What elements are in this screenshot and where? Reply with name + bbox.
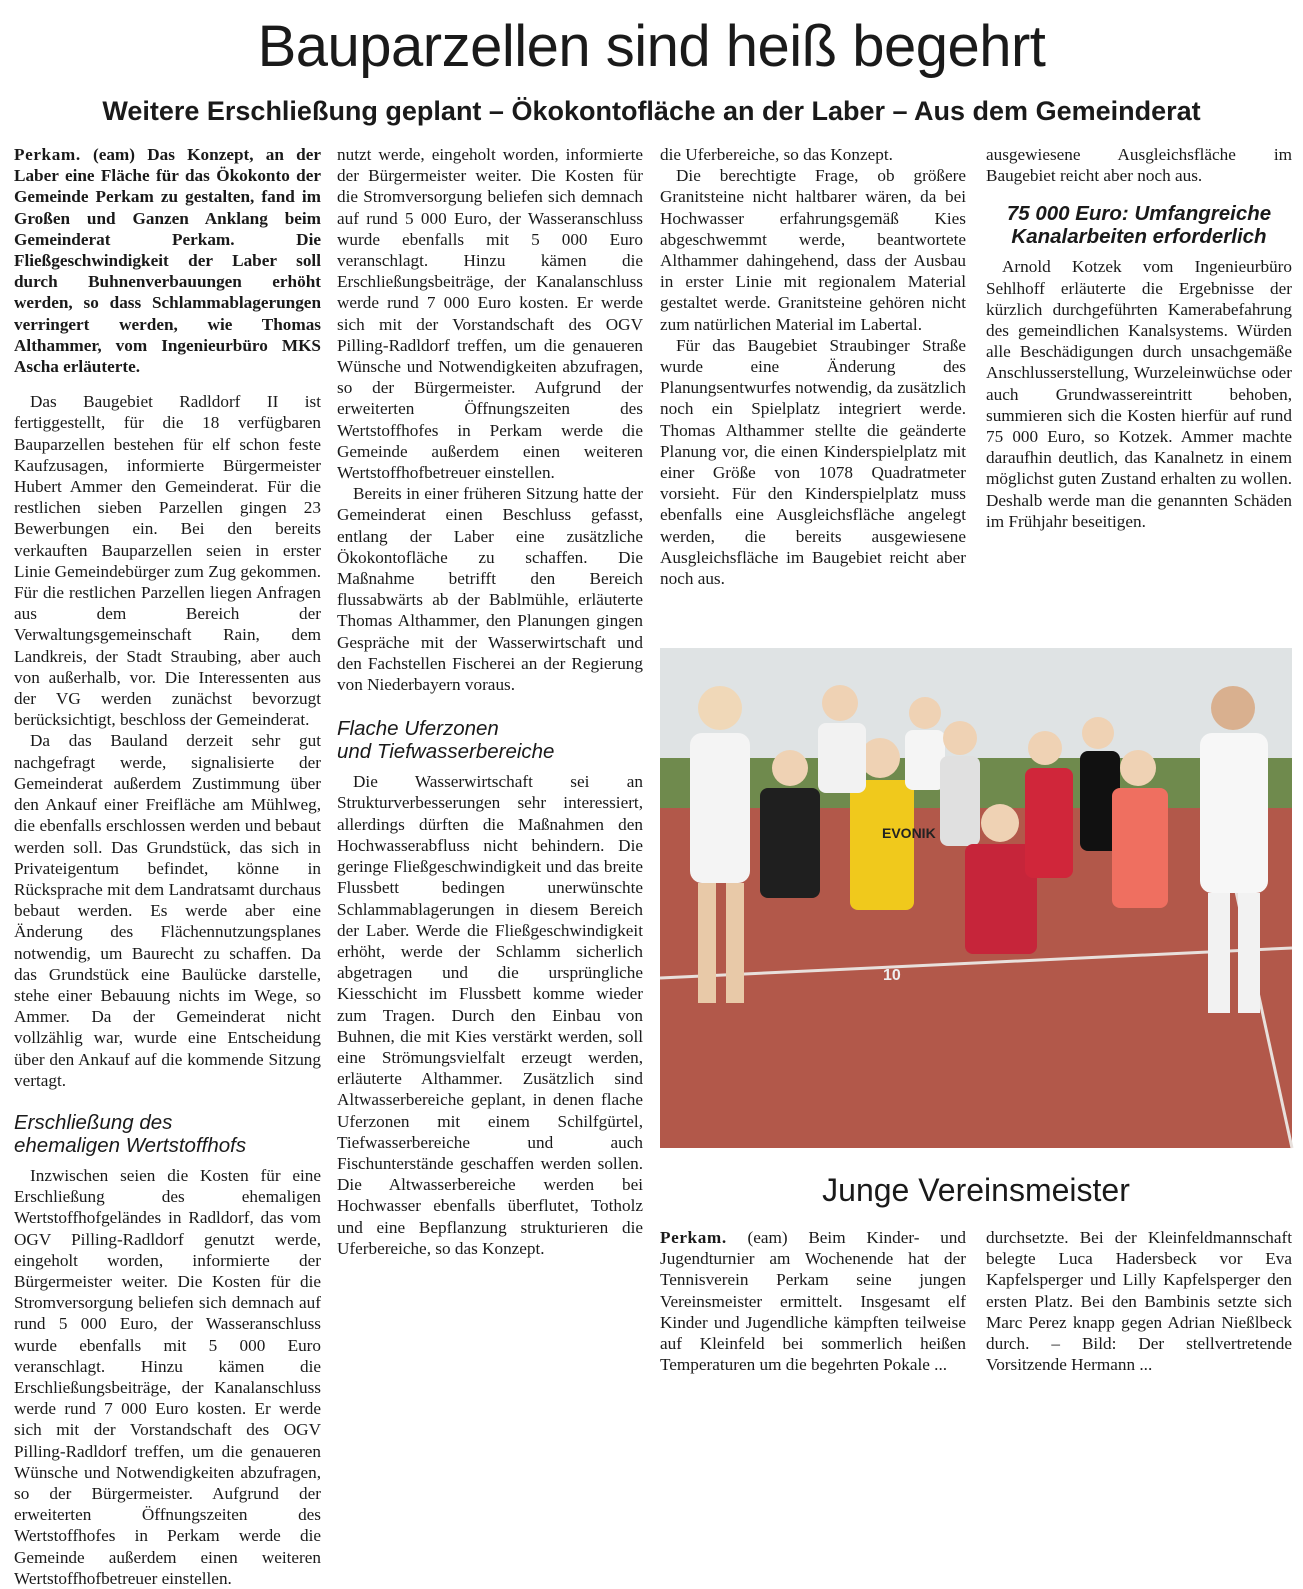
crosshead-3-line-1: 75 000 Euro: Umfangreiche	[1006, 202, 1272, 226]
article-lead	[14, 144, 321, 377]
crosshead-3-line-2: Kanalarbeiten erforderlich	[1011, 225, 1267, 249]
crosshead-2-line-2: und Tiefwasserbereiche	[337, 740, 555, 764]
team-photo	[660, 648, 1292, 1148]
crosshead-1	[14, 1111, 321, 1157]
caption-column-1	[660, 1227, 966, 1385]
jersey-text: EVONIK	[882, 825, 936, 841]
caption-dateline: Perkam.	[660, 1228, 727, 1247]
caption-text-1	[660, 1227, 966, 1375]
crosshead-1-line-2: ehemaligen Wertstoffhofs	[14, 1133, 247, 1157]
shorts-number: 10	[883, 967, 901, 984]
team-photo-illustration	[660, 648, 1292, 1148]
caption-column-2	[986, 1227, 1292, 1385]
article-column-4	[986, 144, 1292, 606]
lead-text: (eam) Das Konzept, an der Laber eine Fläche für das Ökokonto der Gemeinde Perkam zu gestalten, fand im Großen und Ganzen Anklang beim Gemeinderat Perkam. Die Fließgeschwindigkeit der Laber soll durch Buhnenverbauungen erhöht werden, so dass Schlammablagerungen verringert werden, wie Thomas Althammer, vom Ingenieurbüro MKS Ascha erläuterte.	[14, 145, 321, 377]
caption-title: Junge Vereinsmeister	[822, 1172, 1130, 1208]
paragraph-1: Das Baugebiet Radldorf II ist fertiggestellt, für die 18 verfügbaren Bauparzellen bestehen für elf schon feste Kaufzusagen, informierte Bürgermeister Hubert Ammer den Gemeinderat. Für die restlichen sieben Parzellen gingen 23 Bewerbungen ein. Bei den bereits verkauften Bauparzellen seien in erster Linie Gemeindebürger zum Zug gekommen. Für die restlichen Parzellen liegen Anfragen aus dem Bereich der Verwaltungsgemeinschaft Rain, dem Landkreis, der Stadt Straubing, aber auch von außerhalb, vor. Die Interessenten aus der VG werden zunächst bevorzugt berücksichtigt, beschloss der Gemeinderat.	[14, 392, 321, 730]
caption-text-1-body: (eam) Beim Kinder- und Jugendturnier am Wochenende hat der Tennisverein Perkam seine jungen Vereinsmeister ermittelt. Insgesamt elf Kinder und Jugendliche kämpften teilweise auf Kleinfeld bei sommerlich heißen Temperaturen um die begehrten Pokale ...	[660, 1228, 966, 1375]
paragraph-8: Arnold Kotzek vom Ingenieurbüro Sehlhoff erläuterte die Ergebnisse der kürzlich durchgeführten Kamerabefahrung des gemeindlichen Kanalsystems. Würden alle Beschädigungen durch unsachgemäße Anschlusserstellung, Wurzeleinwüchse oder auch Grundwassereintritt behoben, summieren sich die Kosten hierfür auf rund 75 000 Euro, so Kotzek. Ammer machte daraufhin deutlich, das Kanalnetz in einem möglichst guten Zustand erhalten zu wollen. Deshalb werde man die genannten Schäden im Frühjahr beseitigen.	[986, 257, 1292, 531]
paragraph-7: Für das Baugebiet Straubinger Straße wurde eine Änderung des Planungsentwurfes notwendig, da zusätzlich noch ein Spielplatz integriert werde. Thomas Althammer stellte die geänderte Planung vor, die einen Kinderspielplatz mit einer Größe von 1078 Quadratmeter vorsieht. Für den Kinderspielplatz muss ebenfalls eine Ausgleichsfläche angelegt werden, die bereits ausgewiesene Ausgleichsfläche im Baugebiet reicht aber noch aus.	[660, 335, 966, 589]
crosshead-2-line-1: Flache Uferzonen	[337, 717, 499, 741]
crosshead-2	[337, 717, 643, 763]
article-column-3	[660, 144, 966, 606]
paragraph-3: Inzwischen seien die Kosten für eine Erschließung des ehemaligen Wertstoffhofgeländes in Radldorf, das vom OGV Pilling-Radldorf genutzt werde, eingeholt worden, informierte der Bürgermeister weiter. Die Kosten für die Stromversorgung beliefen sich demnach auf rund 5 000 Euro, der Wasseranschluss wurde ebenfalls mit 5 000 Euro veranschlagt. Hinzu kämen die Erschließungsbeiträge, der Kanalanschluss werde rund 7 000 Euro kosten. Er werde sich mit der Vorstandschaft des OGV Pilling-Radldorf treffen, um die genaueren Wünsche und Notwendigkeiten abzufragen, so der Bürgermeister. Aufgrund der erweiterten Öffnungszeiten des Wertstoffhofes in Perkam werde die Gemeinde außerdem einen weiteren Wertstoffhofbetreuer einstellen.	[14, 1165, 321, 1588]
article-column-1	[14, 144, 321, 1588]
paragraph-4: Bereits in einer früheren Sitzung hatte der Gemeinderat einen Beschluss gefasst, entlang der Laber eine zusätzliche Ökokontofläche zu schaffen. Die Maßnahme betrifft den Bereich flussabwärts ab der Bablmühle, erläuterte Thomas Althammer, den Planungen gingen Gespräche mit der Wasserwirtschaft und den Fachstellen Fischerei an der Regierung von Niederbayern voraus.	[337, 484, 643, 695]
crosshead-3	[986, 202, 1292, 248]
caption-text-2: durchsetzte. Bei der Kleinfeldmannschaft belegte Luca Hadersbeck vor Eva Kapfelsperger und Lilly Kapfelsperger den ersten Platz. Bei den Bambinis setzte sich Marc Perez knapp gegen Adrian Nießlbeck durch. – Bild: Der stellvertretende Vorsitzende Hermann ...	[986, 1228, 1292, 1375]
headline: Bauparzellen sind heiß begehrt	[257, 14, 1046, 79]
paragraph-5: Die Wasserwirtschaft sei an Strukturverbesserungen sehr interessiert, allerdings dürften die Maßnahmen den Hochwasserabfluss nicht behindern. Die geringe Fließgeschwindigkeit und das breite Flussbett bedingen unerwünschte Schlammablagerungen in diesem Bereich der Laber. Werde die Fließgeschwindigkeit erhöht, werde der Schlamm sicherlich abgetragen und die ursprüngliche Kiesschicht im Flussbett komme wieder zum Tragen. Durch den Einbau von Buhnen, die mit Kies verstärkt werden, soll eine Strömungsvielfalt erzeugt werden, erläuterte Althammer. Zusätzlich sind Altwasserbereiche geplant, in denen flache Uferzonen mit einem Schilfgürtel, Tiefwasserbereiche und auch Fischunterstände geschaffen werden sollen. Die Altwasserbereiche werden bei Hochwasser ebenfalls überflutet, Totholz und eine Bepflanzung strukturieren die Uferbereiche, so das Konzept.	[337, 772, 643, 1258]
paragraph-6: Die berechtigte Frage, ob größere Granitsteine nicht haltbarer wären, da bei Hochwasser erfahrungsgemäß Kies abgeschwemmt werde, beantwortete Althammer dahingehend, dass der Ausbau in erster Linie mit regionalem Material gestaltet werde. Granitsteine gehören nicht zum natürlichen Material im Labertal.	[660, 166, 966, 334]
crosshead-1-line-1: Erschließung des	[14, 1110, 173, 1134]
paragraph-2: Da das Bauland derzeit sehr gut nachgefragt werde, signalisierte der Gemeinderat außerdem Zustimmung über den Ankauf einer Freifläche am Mühlweg, die ebenfalls erschlossen werden und bebaut werden soll. Das Grundstück, das sich in Privateigentum befindet, könne in Rücksprache mit dem Landratsamt durchaus bebaut werden. Es werde aber eine Änderung des Flächennutzungsplanes notwendig, um Baurecht zu schaffen. Da das Grundstück eine Baulücke darstelle, stehe einer Bebauung nichts im Wege, so Ammer. Da der Gemeinderat nicht vollzählig war, wurde eine Entscheidung über den Ankauf auf die kommende Sitzung vertagt.	[14, 731, 321, 1090]
paragraph-3-tail: nutzt werde, eingeholt worden, informierte der Bürgermeister weiter. Die Kosten für die Stromversorgung beliefen sich demnach auf rund 5 000 Euro, der Wasseranschluss wurde ebenfalls mit 5 000 Euro veranschlagt. Hinzu kämen die Erschließungsbeiträge, der Kanalanschluss werde rund 7 000 Euro kosten. Er werde sich mit der Vorstandschaft des OGV Pilling-Radldorf treffen, um die genaueren Wünsche und Notwendigkeiten abzufragen, so der Bürgermeister. Aufgrund der erweiterten Öffnungszeiten des Wertstoffhofes in Perkam werde die Gemeinde außerdem einen weiteren Wertstoffhofbetreuer einstellen.	[337, 145, 643, 483]
article-column-2-body	[337, 144, 643, 1385]
paragraph-7-tail: ausgewiesene Ausgleichsfläche im Baugebiet reicht aber noch aus.	[986, 145, 1292, 186]
dateline: Perkam.	[14, 145, 81, 164]
paragraph-5-tail: die Uferbereiche, so das Konzept.	[660, 145, 893, 164]
subheadline: Weitere Erschließung geplant – Ökokontofläche an der Laber – Aus dem Gemeinderat	[102, 96, 1201, 126]
